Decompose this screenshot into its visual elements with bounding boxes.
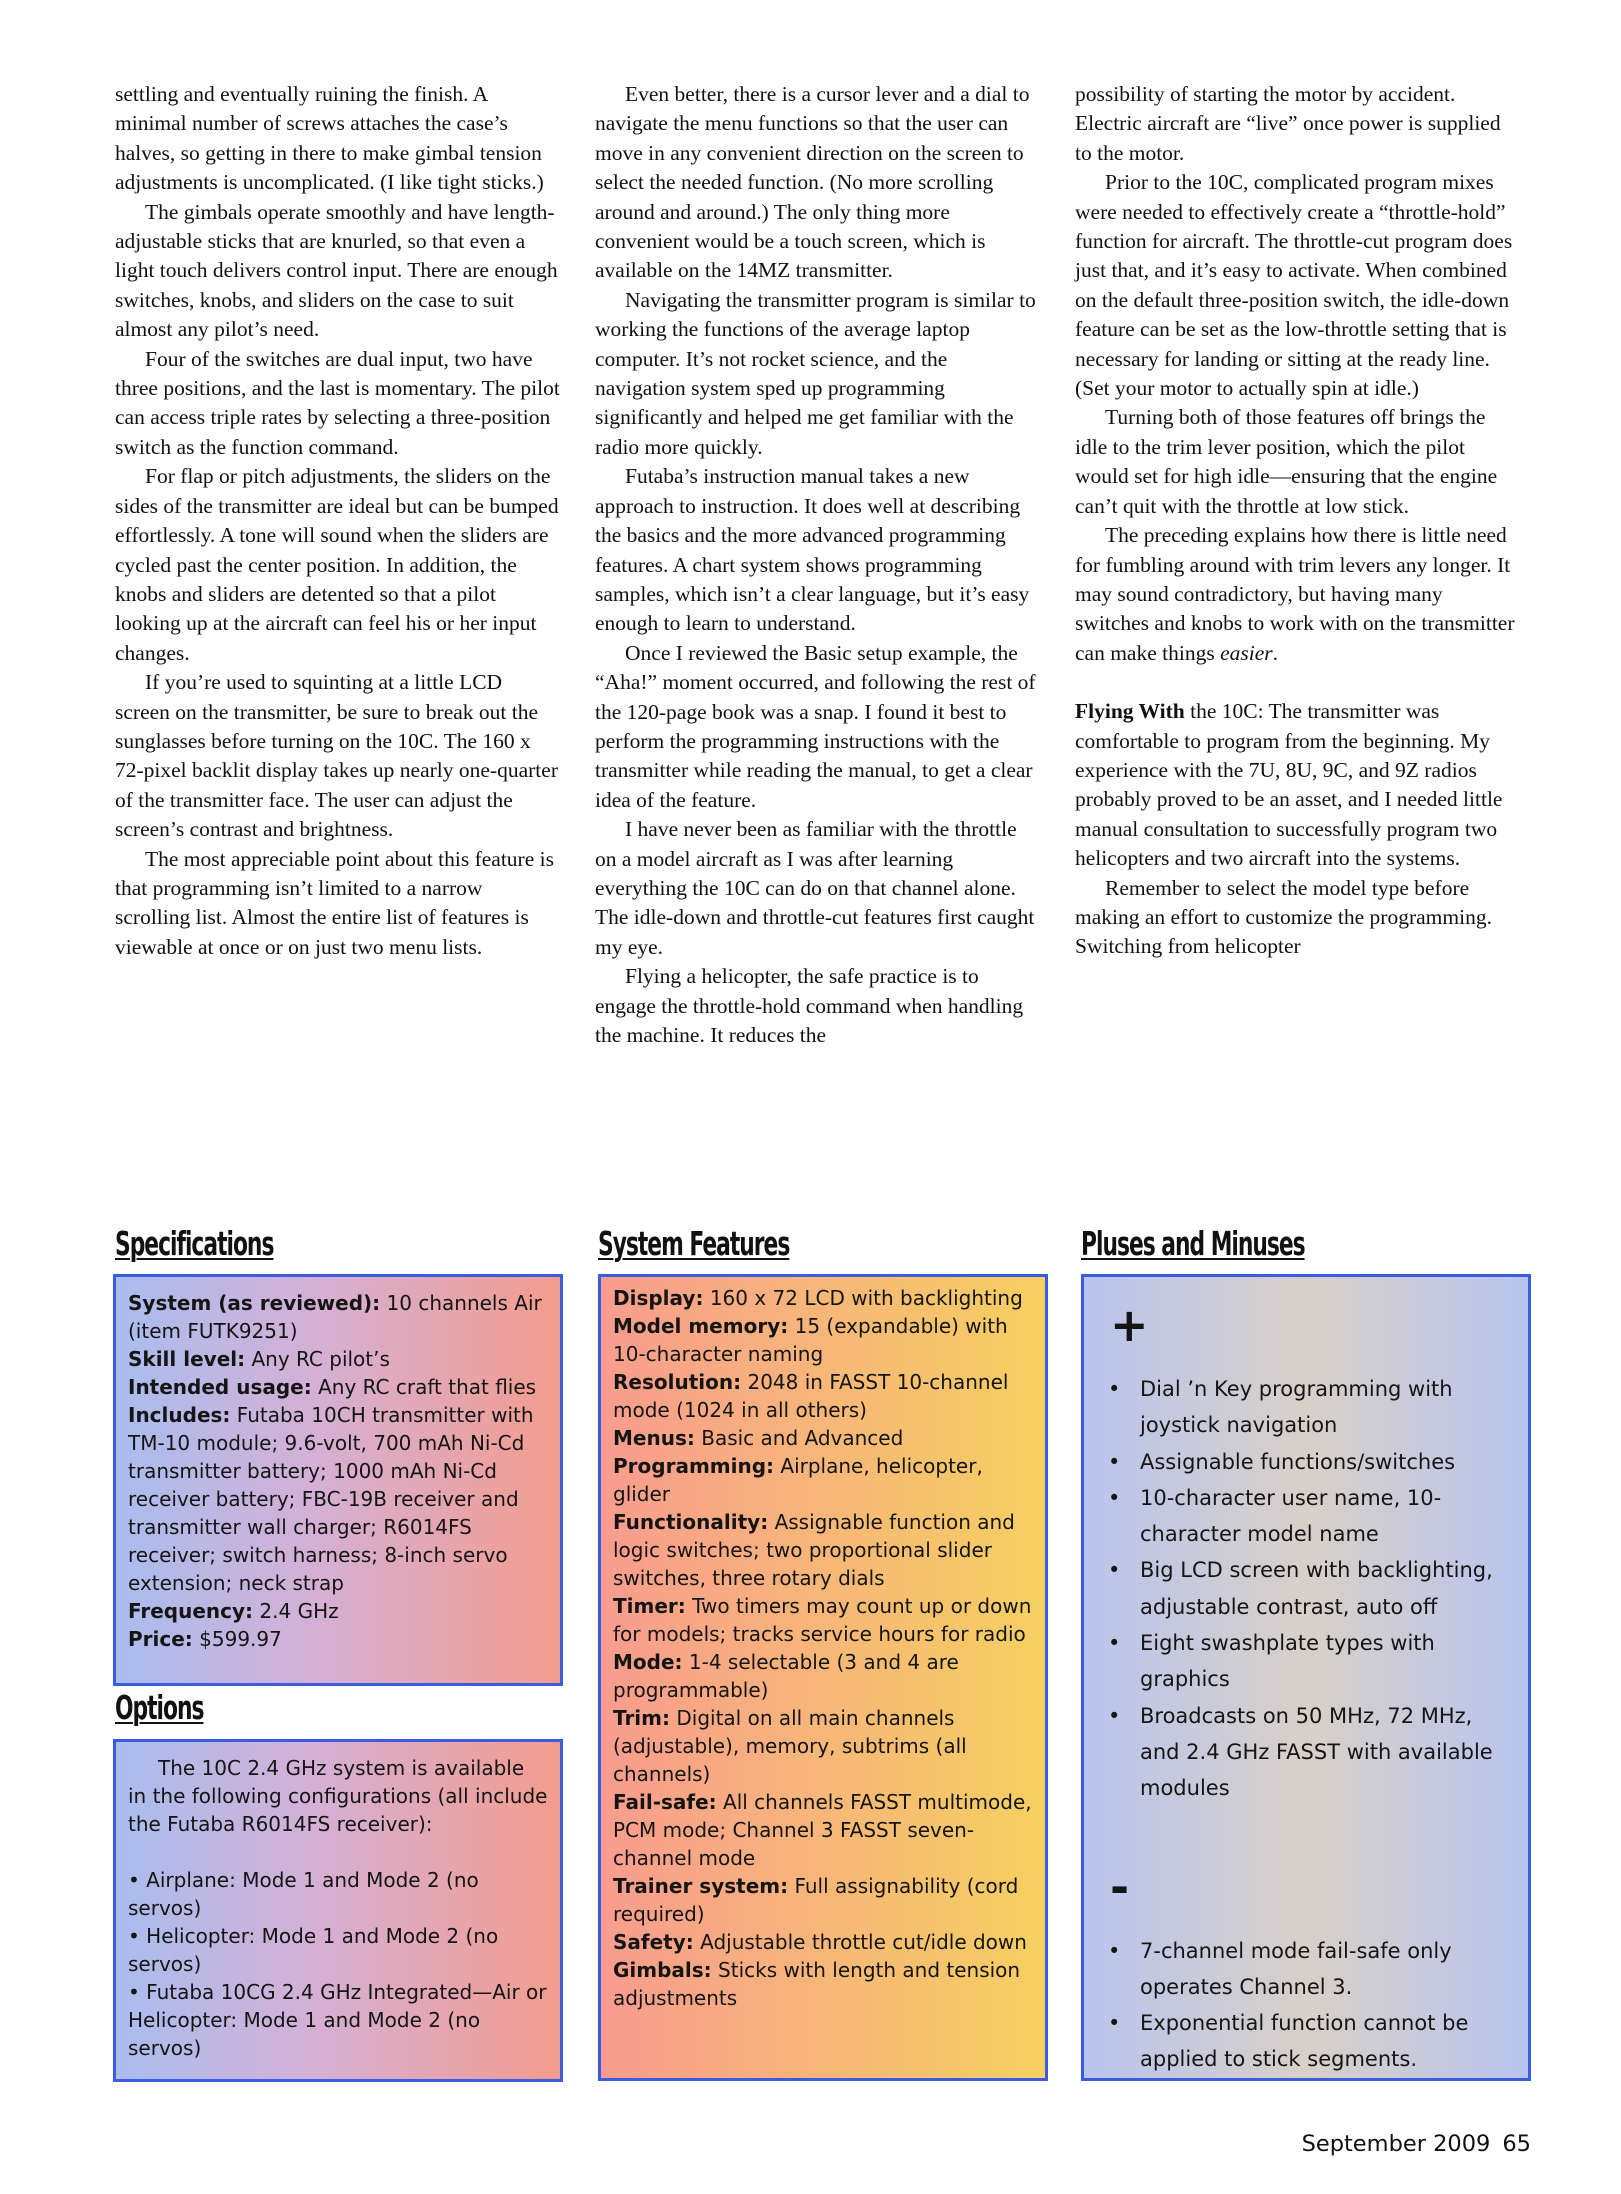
spec-label: Price: [128, 1627, 193, 1651]
feature-value: Digital on all main channels (adjustable), memory, subtrims (all channels) [613, 1706, 967, 1786]
spec-label: Skill level: [128, 1347, 246, 1371]
list-item [1108, 1625, 1508, 1698]
plus-icon: + [1110, 1298, 1149, 1352]
feature-label: Functionality: [613, 1510, 769, 1534]
spec-label: Includes: [128, 1403, 231, 1427]
article-column-2 [595, 80, 1040, 1050]
system-features-box [598, 1274, 1048, 2081]
list-item [1108, 1933, 1508, 2006]
feature-item [613, 1872, 1033, 1928]
spec-value: 10 channels Air (item FUTK9251) [128, 1291, 542, 1343]
plus-text: Big LCD screen with backlighting, adjustable contrast, auto off [1140, 1558, 1493, 1619]
paragraph: If you’re used to squinting at a little LCD screen on the transmitter, be sure to break out the sunglasses before turning on the 10C. The 160 x 72-pixel backlit display takes up nearly one-quarter of the transmitter face. The user can adjust the screen’s contrast and brightness. [115, 670, 558, 842]
section-lead-in: Flying With [1075, 699, 1185, 724]
spec-item [128, 1597, 548, 1625]
page-footer [1302, 2131, 1531, 2157]
feature-label: Display: [613, 1286, 704, 1310]
list-item [128, 1922, 548, 1978]
minus-text: 7-channel mode fail-safe only operates Channel 3. [1140, 1938, 1452, 1999]
paragraph-text: the 10C: The transmitter was comfortable to program from the beginning. My experience with the 7U, 8U, 9C, and 9Z radios probably proved to be an asset, and I needed little manual consultation to successfully program two helicopters and two aircraft into the systems. [1075, 699, 1503, 871]
feature-label: Model memory: [613, 1314, 789, 1338]
feature-item [613, 1928, 1033, 1956]
paragraph: The most appreciable point about this feature is that programming isn’t limited to a narrow scrolling list. Almost the entire list of features is viewable at once or on just two menu lists. [115, 846, 554, 959]
feature-item [613, 1956, 1033, 2012]
feature-item [613, 1704, 1033, 1788]
paragraph: I have never been as familiar with the throttle on a model aircraft as I was after learning everything the 10C can do on that channel alone. The idle-down and throttle-cut features first caught my eye. [595, 817, 1035, 959]
spec-item [128, 1289, 548, 1345]
emphasis-text: easier [1220, 640, 1273, 665]
feature-value: Adjustable throttle cut/idle down [700, 1930, 1027, 1954]
spec-value: $599.97 [199, 1627, 282, 1651]
minuses-section [1108, 1859, 1508, 2078]
plus-text: Dial ’n Key programming with joystick navigation [1140, 1377, 1453, 1438]
feature-label: Timer: [613, 1594, 686, 1618]
options-box [113, 1739, 563, 2082]
spec-value: 2.4 GHz [259, 1599, 339, 1623]
plus-text: Assignable functions/switches [1140, 1449, 1456, 1474]
specifications-heading: Specifications [115, 1224, 274, 1263]
feature-label: Trim: [613, 1706, 671, 1730]
feature-item [613, 1648, 1033, 1704]
issue-date: September 2009 [1301, 2131, 1491, 2157]
spec-item [128, 1401, 548, 1597]
spec-label: Frequency: [128, 1599, 254, 1623]
paragraph: Flying a helicopter, the safe practice is to engage the throttle-hold command when handling the machine. It reduces the [595, 964, 1024, 1047]
paragraph: The gimbals operate smoothly and have length-adjustable sticks that are knurled, so that even a light touch delivers control input. There are enough switches, knobs, and sliders on the case to suit almost any pilot’s need. [115, 199, 558, 342]
minus-icon: - [1110, 1859, 1130, 1914]
feature-label: Mode: [613, 1650, 683, 1674]
feature-label: Programming: [613, 1454, 775, 1478]
options-intro: The 10C 2.4 GHz system is available in the following configurations (all include the Futaba R6014FS receiver): [128, 1756, 548, 1836]
bullet-icon [128, 1980, 146, 2004]
plus-text: Eight swashplate types with graphics [1140, 1631, 1435, 1692]
list-item [1108, 1698, 1508, 1807]
spec-label: Intended usage: [128, 1375, 312, 1399]
list-item [1108, 1371, 1508, 1444]
feature-value: 160 x 72 LCD with backlighting [709, 1286, 1023, 1310]
option-text: Helicopter: Mode 1 and Mode 2 (no servos) [128, 1924, 499, 1976]
feature-value: Assignable function and logic switches; two proportional slider switches, three rotary dials [613, 1510, 1015, 1590]
option-text: Futaba 10CG 2.4 GHz Integrated—Air or Helicopter: Mode 1 and Mode 2 (no servos) [128, 1980, 547, 2060]
bullet-icon: • [1108, 1449, 1121, 1474]
paragraph: Once I reviewed the Basic setup example, the “Aha!” moment occurred, and following the rest of the 120-page book was a snap. I found it best to perform the programming instructions with the transmitter while reading the manual, to get a clear idea of the feature. [595, 640, 1036, 812]
paragraph: possibility of starting the motor by accident. Electric aircraft are “live” once power is supplied to the motor. [1075, 82, 1501, 165]
specifications-box [113, 1274, 563, 1686]
list-item [1108, 1444, 1508, 1480]
feature-value: Sticks with length and tension adjustments [613, 1958, 1021, 2010]
bullet-icon: • [1108, 1558, 1121, 1583]
bullet-icon: • [1108, 1485, 1121, 1510]
list-item [1108, 1480, 1508, 1553]
paragraph: Navigating the transmitter program is similar to working the functions of the average laptop computer. It’s not rocket science, and the navigation system sped up programming significantly and helped me get familiar with the radio more quickly. [595, 287, 1036, 459]
paragraph: Four of the switches are dual input, two have three positions, and the last is momentary. The pilot can access triple rates by selecting a three-position switch as the function command. [115, 346, 560, 459]
feature-value: Full assignability (cord required) [613, 1874, 1019, 1926]
feature-item [613, 1592, 1033, 1648]
bullet-icon: • [1108, 2011, 1121, 2036]
bullet-icon: • [1108, 1631, 1121, 1656]
spec-value: Futaba 10CH transmitter with TM-10 module; 9.6-volt, 700 mAh Ni-Cd transmitter battery; 1000 mAh Ni-Cd receiver battery; FBC-19B receiver and transmitter wall charger; R6014FS receiver; switch harness; 8-inch servo extension; neck strap [128, 1403, 534, 1595]
paragraph [1075, 697, 1520, 873]
feature-label: Menus: [613, 1426, 695, 1450]
feature-item [613, 1508, 1033, 1592]
pluses-minuses-box [1081, 1274, 1531, 2081]
list-item [1108, 1552, 1508, 1625]
plus-text: 10-character user name, 10-character model name [1140, 1485, 1442, 1547]
feature-value: 2048 in FASST 10-channel mode (1024 in all others) [613, 1370, 1009, 1422]
spec-value: Any RC craft that flies [318, 1375, 537, 1399]
paragraph: Remember to select the model type before making an effort to customize the programming. Switching from helicopter [1075, 875, 1492, 959]
minuses-list [1108, 1933, 1508, 2078]
feature-label: Fail-safe: [613, 1790, 717, 1814]
pluses-list [1108, 1371, 1508, 1807]
list-item [128, 1978, 548, 2062]
spec-item [128, 1373, 548, 1401]
page-number: 65 [1502, 2131, 1531, 2157]
article-column-3 [1075, 80, 1520, 962]
feature-value: Basic and Advanced [701, 1426, 904, 1450]
option-text: Airplane: Mode 1 and Mode 2 (no servos) [128, 1868, 479, 1920]
article-column-1 [115, 80, 560, 962]
list-item [1108, 2005, 1508, 2078]
feature-item [613, 1788, 1033, 1872]
feature-value: 15 (expandable) with 10-character naming [613, 1314, 1008, 1366]
feature-value: 1-4 selectable (3 and 4 are programmable) [613, 1650, 959, 1702]
feature-label: Resolution: [613, 1370, 742, 1394]
options-heading: Options [115, 1688, 204, 1727]
list-item [128, 1866, 548, 1922]
paragraph: Prior to the 10C, complicated program mixes were needed to effectively create a “throttle-hold” function for aircraft. The throttle-cut program does just that, and it’s easy to activate. When combined on the default three-position switch, the idle-down feature can be set as the low-throttle setting that is necessary for landing or sitting at the ready line. (Set your motor to actually spin at idle.) [1075, 170, 1513, 401]
spec-label: System (as reviewed): [128, 1291, 381, 1315]
options-list [128, 1866, 548, 2062]
bullet-icon: • [1108, 1703, 1121, 1728]
paragraph: Turning both of those features off brings the idle to the trim lever position, which the pilot would set for high idle—ensuring that the engine can’t quit with the throttle at low stick. [1075, 405, 1498, 518]
paragraph-text: The preceding explains how there is little need for fumbling around with trim levers any longer. It may sound contradictory, but having many switches and knobs to work with on the transmitter can make things [1075, 523, 1515, 665]
paragraph: settling and eventually ruining the finish. A minimal number of screws attaches the case’s halves, so getting in there to make gimbal tension adjustments is uncomplicated. (I like tight sticks.) [115, 82, 544, 195]
feature-label: Safety: [613, 1930, 694, 1954]
paragraph: Futaba’s instruction manual takes a new approach to instruction. It does well at describing the basics and the more advanced programming features. A chart system shows programming samples, which isn’t a clear language, but it’s easy enough to learn to understand. [595, 464, 1030, 636]
feature-value: All channels FASST multimode, PCM mode; Channel 3 FASST seven-channel mode [613, 1790, 1032, 1870]
feature-item [613, 1312, 1033, 1368]
spec-item [128, 1345, 548, 1373]
bullet-icon [128, 1924, 146, 1948]
feature-label: Trainer system: [613, 1874, 789, 1898]
feature-item [613, 1452, 1033, 1508]
feature-value: Airplane, helicopter, glider [613, 1454, 983, 1506]
spec-value: Any RC pilot’s [251, 1347, 390, 1371]
spec-item [128, 1625, 548, 1653]
paragraph: The preceding explains how there is little need for fumbling around with trim levers any longer. It may sound contradictory, but having many switches and knobs to work with on the transmitter can make things easier. [1075, 523, 1515, 665]
feature-item [613, 1368, 1033, 1424]
plus-text: Broadcasts on 50 MHz, 72 MHz, and 2.4 GHz FASST with available modules [1140, 1703, 1493, 1801]
feature-item [613, 1424, 1033, 1452]
feature-item [613, 1284, 1033, 1312]
system-features-heading: System Features [598, 1224, 790, 1263]
feature-label: Gimbals: [613, 1958, 712, 1982]
bullet-icon: • [1108, 1377, 1121, 1401]
minus-text: Exponential function cannot be applied to stick segments. [1140, 2011, 1469, 2072]
paragraph: Even better, there is a cursor lever and a dial to navigate the menu functions so that the user can move in any convenient direction on the screen to select the needed function. (No more scrolling around and around.) The only thing more convenient would be a touch screen, which is available on the 14MZ transmitter. [595, 82, 1030, 283]
bullet-icon: • [1108, 1938, 1121, 1963]
bullet-icon [128, 1868, 146, 1892]
paragraph: For flap or pitch adjustments, the sliders on the sides of the transmitter are ideal but can be bumped effortlessly. A tone will sound when the sliders are cycled past the center position. In addition, the knobs and sliders are detented so that a pilot looking up at the aircraft can feel his or her input changes. [115, 464, 559, 665]
feature-value: Two timers may count up or down for models; tracks service hours for radio [613, 1594, 1032, 1646]
pluses-minuses-heading: Pluses and Minuses [1081, 1224, 1305, 1263]
